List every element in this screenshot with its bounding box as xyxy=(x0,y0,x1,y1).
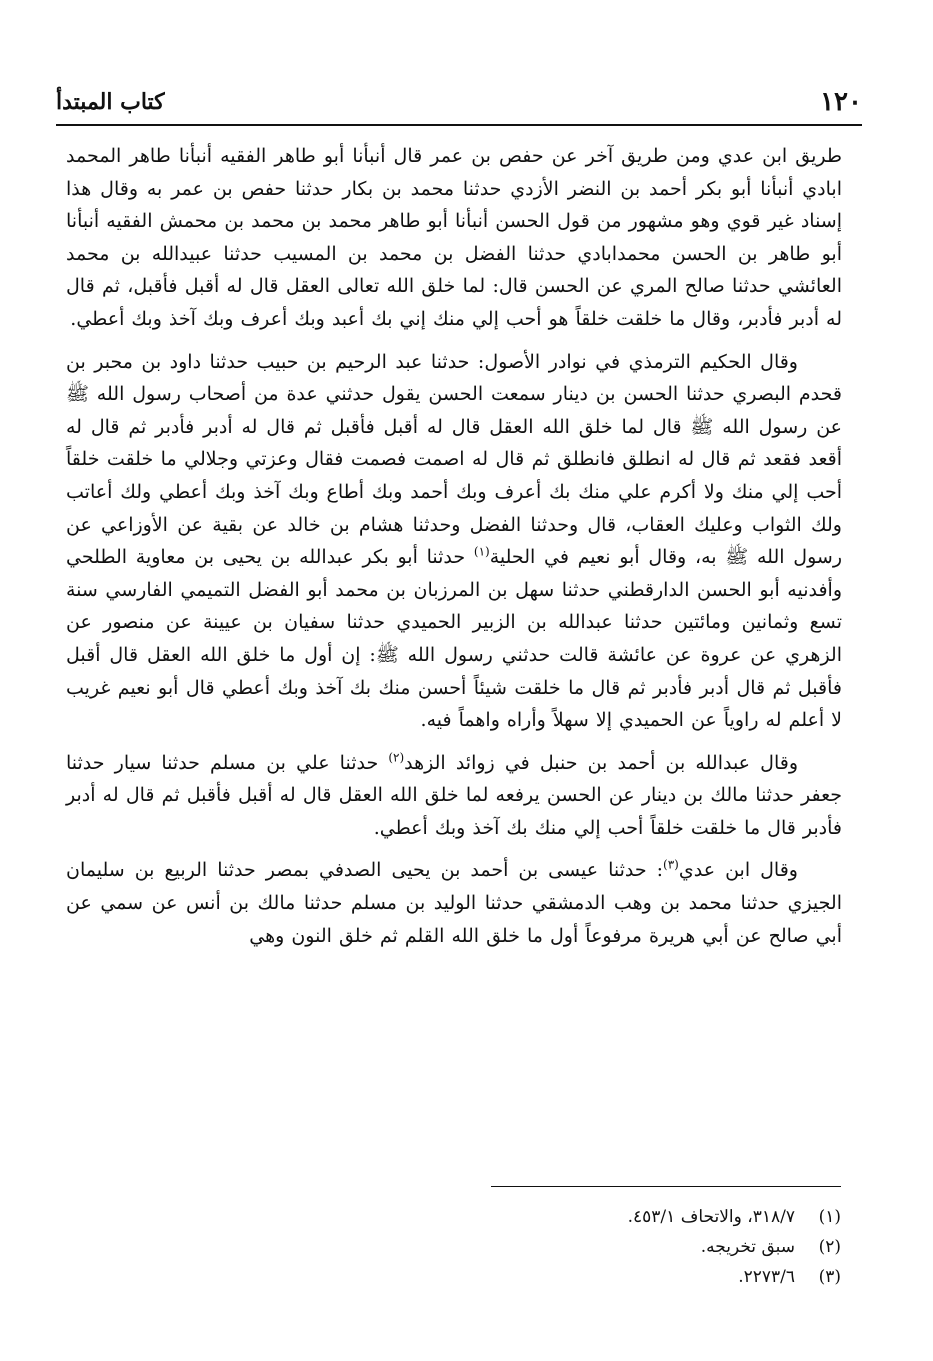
page-header xyxy=(56,84,862,126)
paragraph-1 xyxy=(66,140,842,336)
paragraph-3-text-b: حدثنا علي بن مسلم حدثنا سيار حدثنا جعفر حدثنا مالك بن دينار عن الحسن يرفعه لما خلق الله العقل قال له أقبل فأقبل ثم قال له أدبر فأدبر قال ما خلقت خلقاً أحب إلي منك بك آخذ وبك أعطي. xyxy=(66,751,842,839)
footnote-ref-2: (٢) xyxy=(388,750,405,765)
footnote-2-number: (٢) xyxy=(818,1237,841,1257)
footnotes xyxy=(341,1202,841,1292)
footnote-1-number: (١) xyxy=(818,1207,841,1227)
page-number: ١٢٠ xyxy=(820,87,862,117)
footnote-ref-3: (٣) xyxy=(663,858,679,873)
paragraph-4-text-a: وقال ابن عدي xyxy=(678,859,798,882)
paragraph-3 xyxy=(66,747,842,845)
paragraph-2 xyxy=(66,346,842,737)
paragraph-4 xyxy=(66,854,842,952)
footnote-divider xyxy=(491,1186,841,1187)
paragraph-4-text-b: : حدثنا عيسى بن أحمد بن يحيى الصدفي بمصر حدثنا الربيع بن سليمان الجيزي حدثنا محمد بن وهب الدمشقي حدثنا الوليد بن مسلم حدثنا مالك بن أنس عن سمي عن أبي صالح عن أبي هريرة مرفوعاً أول ما خلق الله القلم ثم خلق النون وهي xyxy=(66,859,842,947)
paragraph-2-text-a: وقال الحكيم الترمذي في نوادر الأصول: حدثنا عبد الرحيم بن حبيب حدثنا داود بن محبر بن قحدم البصري حدثنا الحسن بن دينار سمعت الحسن يقول حدثني عدة من أصحاب رسول الله ﷺ عن رسول الله ﷺ قال لما خلق الله العقل قال له أقبل فأقبل ثم قال له أدبر فأدبر ثم قال له أقعد فقعد ثم قال له انطلق فانطلق ثم قال له اصمت فصمت فقال وعزتي وجلالي ما خلقت خلقاً أحب إلي منك ولا أكرم علي منك بك أعرف وبك أحمد وبك أطاع وبك آخذ وبك أعطي ولك أعاتب ولك الثواب وعليك العقاب، قال وحدثنا الفضل وحدثنا هشام بن خالد عن بقية عن الأوزاعي عن رسول الله ﷺ به، وقال أبو نعيم في الحلية xyxy=(66,350,842,569)
footnote-ref-1: (١) xyxy=(473,544,490,559)
footnote-1 xyxy=(341,1202,841,1232)
footnote-2 xyxy=(341,1232,841,1262)
footnote-1-text: ٣١٨/٧، والاتحاف ٤٥٣/١. xyxy=(627,1207,795,1227)
paragraph-3-text-a: وقال عبدالله بن أحمد بن حنبل في زوائد الزهد xyxy=(404,751,798,774)
footnote-2-text: سبق تخريجه. xyxy=(700,1237,795,1257)
main-text xyxy=(66,140,842,962)
running-title: كتاب المبتدأ xyxy=(56,89,165,115)
paragraph-2-text-b: حدثنا أبو بكر عبدالله بن يحيى بن معاوية الطلحي وأفدنيه أبو الحسن الدارقطني حدثنا سهل بن المرزبان بن محمد أبو الفضل التميمي الفارسي سنة تسع وثمانين ومائتين حدثنا عبدالله بن الزبير الحميدي حدثنا سفيان بن عيينة عن منصور عن الزهري عن عروة عن عائشة قالت حدثني رسول الله ﷺ: إن أول ما خلق الله العقل قال أقبل فأقبل ثم قال أدبر فأدبر ثم قال ما خلقت شيئاً أحسن منك بك آخذ وبك أعطي قال أبو نعيم غريب لا أعلم له راوياً عن الحميدي إلا سهلاً وأراه واهماً فيه. xyxy=(66,546,842,732)
paragraph-1-text: طريق ابن عدي ومن طريق آخر عن حفص بن عمر قال أنبأنا أبو طاهر الفقيه أنبأنا طاهر المحمد ابادي أنبأنا أبو بكر أحمد بن النضر الأزدي حدثنا محمد بن بكار حدثنا حفص بن عمر به وقال هذا إسناد غير قوي وهو مشهور من قول الحسن أنبأنا أبو طاهر محمد بن محمد بن محمش الفقيه أنبأنا أبو طاهر بن الحسن محمدابادي حدثنا الفضل بن محمد بن المسيب حدثنا عبيدالله بن محمد العائشي حدثنا صالح المري عن الحسن قال: لما خلق الله تعالى العقل قال له أقبل فأقبل، ثم قال له أدبر فأدبر، وقال ما خلقت خلقاً هو أحب إلي منك إني بك أعبد وبك أعرف وبك آخذ وبك أعطي. xyxy=(66,145,842,330)
footnote-3 xyxy=(341,1262,841,1292)
footnote-3-number: (٣) xyxy=(818,1267,841,1287)
footnote-3-text: ٢٢٧٣/٦. xyxy=(738,1267,795,1287)
